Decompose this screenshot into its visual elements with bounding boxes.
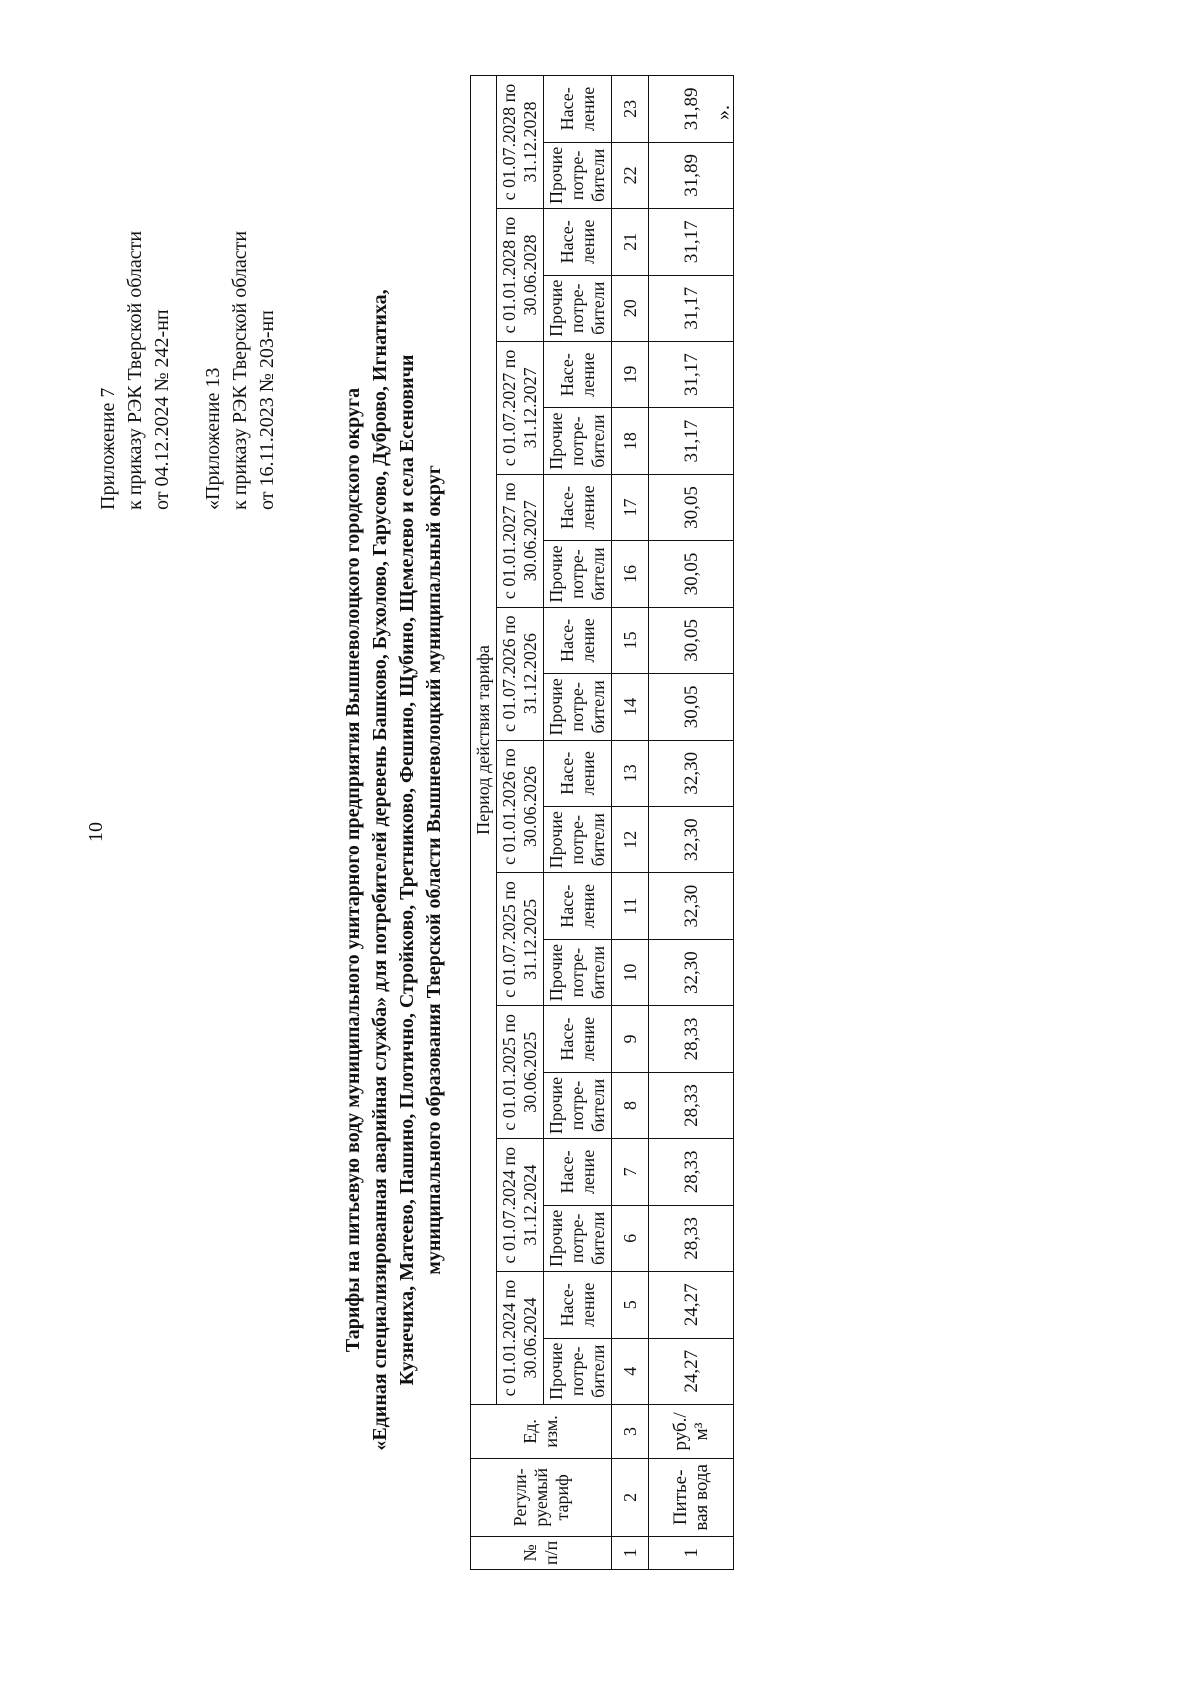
table-header-subheads-row: [544, 76, 612, 1570]
column-number-cell: 12: [612, 807, 649, 873]
appendix-current-line1: Приложение 7: [97, 387, 119, 510]
appendix-previous: [200, 231, 281, 510]
subhead-other-consumers: Прочие потре-бители: [544, 275, 612, 341]
tariff-value-cell: 31,89: [649, 76, 734, 143]
column-number-cell: 19: [612, 341, 649, 407]
subhead-other-consumers: Прочие потре-бители: [544, 1072, 612, 1138]
tariff-value-cell: 30,05: [649, 674, 734, 740]
column-number-cell: 22: [612, 142, 649, 208]
period-header-8: с 01.07.2027 по 31.12.2027: [497, 341, 544, 474]
column-number-cell: 14: [612, 674, 649, 740]
column-number-cell: 21: [612, 209, 649, 275]
subhead-other-consumers: Прочие потре-бители: [544, 408, 612, 474]
column-number-cell: 3: [612, 1404, 649, 1458]
subhead-population: Насе-ление: [544, 76, 612, 143]
column-number-cell: 5: [612, 1272, 649, 1338]
column-number-cell: 10: [612, 939, 649, 1005]
tariff-value-cell: 24,27: [649, 1272, 734, 1338]
subhead-population: Насе-ление: [544, 740, 612, 806]
column-number-cell: 9: [612, 1006, 649, 1072]
title-line1: Тарифы на питьевую воду муниципального унитарного предприятия Вышневолоцкого городского округа: [342, 387, 364, 1353]
subhead-other-consumers: Прочие потре-бители: [544, 939, 612, 1005]
column-number-cell: 15: [612, 607, 649, 673]
column-number-cell: 1: [612, 1536, 649, 1569]
closing-quote: ».: [712, 105, 734, 120]
tariff-value-cell: 28,33: [649, 1205, 734, 1271]
column-number-cell: 2: [612, 1458, 649, 1536]
subhead-other-consumers: Прочие потре-бители: [544, 807, 612, 873]
appendix-current-line3: от 04.12.2024 № 242-нп: [151, 309, 173, 510]
subhead-other-consumers: Прочие потре-бители: [544, 1338, 612, 1404]
column-number-cell: 4: [612, 1338, 649, 1404]
table-row: [649, 76, 734, 1570]
subhead-other-consumers: Прочие потре-бители: [544, 674, 612, 740]
subhead-population: Насе-ление: [544, 341, 612, 407]
period-header-7: с 01.01.2027 по 30.06.2027: [497, 474, 544, 607]
title-line4: муниципального образования Тверской области Вышневолоцкий муниципальный округ: [423, 465, 445, 1275]
column-number-cell: 11: [612, 873, 649, 939]
subhead-other-consumers: Прочие потре-бители: [544, 1205, 612, 1271]
period-header-2: с 01.07.2024 по 31.12.2024: [497, 1139, 544, 1272]
column-number-cell: 6: [612, 1205, 649, 1271]
tariff-value-cell: 31,89: [649, 142, 734, 208]
column-number-cell: 17: [612, 474, 649, 540]
row-unit: руб./м³: [649, 1404, 734, 1458]
tariff-value-cell: 24,27: [649, 1338, 734, 1404]
tariff-value-cell: 28,33: [649, 1006, 734, 1072]
period-header-5: с 01.01.2026 по 30.06.2026: [497, 740, 544, 873]
tariff-value-cell: 31,17: [649, 275, 734, 341]
period-header-1: с 01.01.2024 по 30.06.2024: [497, 1272, 544, 1405]
appendix-current: [95, 231, 176, 510]
tariff-value-cell: 32,30: [649, 873, 734, 939]
table-header-dates-row: [497, 76, 544, 1570]
tariff-value-cell: 32,30: [649, 807, 734, 873]
header-no: № п/п: [471, 1536, 612, 1569]
tariff-value-cell: 30,05: [649, 541, 734, 607]
row-tariff: Питье-вая вода: [649, 1458, 734, 1536]
column-number-cell: 23: [612, 76, 649, 143]
tariff-value-cell: 32,30: [649, 939, 734, 1005]
tariff-value-cell: 28,33: [649, 1072, 734, 1138]
column-number-cell: 20: [612, 275, 649, 341]
subhead-population: Насе-ление: [544, 209, 612, 275]
tariff-value-cell: 30,05: [649, 474, 734, 540]
period-header-9: с 01.01.2028 по 30.06.2028: [497, 209, 544, 342]
subhead-other-consumers: Прочие потре-бители: [544, 541, 612, 607]
tariff-value-cell: 30,05: [649, 607, 734, 673]
tariff-value-cell: 31,17: [649, 341, 734, 407]
tariff-table: [470, 75, 734, 1570]
subhead-population: Насе-ление: [544, 474, 612, 540]
period-header-10: с 01.07.2028 по 31.12.2028: [497, 76, 544, 209]
period-header-4: с 01.07.2025 по 31.12.2025: [497, 873, 544, 1006]
subhead-population: Насе-ление: [544, 1139, 612, 1205]
column-number-cell: 13: [612, 740, 649, 806]
column-number-cell: 7: [612, 1139, 649, 1205]
appendix-previous-line3: от 16.11.2023 № 203-нп: [256, 310, 278, 510]
row-no: 1: [649, 1536, 734, 1569]
header-tariff: Регули-руемый тариф: [471, 1458, 612, 1536]
table-header-period-row: [471, 76, 497, 1570]
appendix-current-line2: к приказу РЭК Тверской области: [124, 230, 146, 510]
tariff-value-cell: 31,17: [649, 408, 734, 474]
header-unit: Ед. изм.: [471, 1404, 612, 1458]
period-header-3: с 01.01.2025 по 30.06.2025: [497, 1006, 544, 1139]
subhead-other-consumers: Прочие потре-бители: [544, 142, 612, 208]
column-number-cell: 16: [612, 541, 649, 607]
subhead-population: Насе-ление: [544, 1006, 612, 1072]
header-period: Период действия тарифа: [471, 76, 497, 1405]
appendix-previous-line2: к приказу РЭК Тверской области: [229, 230, 251, 510]
column-number-cell: 18: [612, 408, 649, 474]
appendix-previous-line1: «Приложение 13: [202, 367, 224, 510]
table-column-numbers-row: [612, 76, 649, 1570]
period-header-6: с 01.07.2026 по 31.12.2026: [497, 607, 544, 740]
title-line3: Кузнечиха, Матеево, Пашино, Плотично, Стройково, Третниково, Фешино, Щубино, Щемелево и села Есеновичи: [396, 354, 418, 1386]
subhead-population: Насе-ление: [544, 1272, 612, 1338]
tariff-value-cell: 28,33: [649, 1139, 734, 1205]
title-line2: «Единая специализированная аварийная служба» для потребителей деревень Башково, Бухолово, Гарусово, Дуброво, Игнатиха,: [369, 289, 391, 1451]
tariff-value-cell: 32,30: [649, 740, 734, 806]
tariff-value-cell: 31,17: [649, 209, 734, 275]
subhead-population: Насе-ление: [544, 873, 612, 939]
subhead-population: Насе-ление: [544, 607, 612, 673]
rotated-document-body: [0, 60, 1100, 1660]
document-title: [340, 220, 448, 1520]
column-number-cell: 8: [612, 1072, 649, 1138]
page-number: 10: [85, 822, 107, 842]
